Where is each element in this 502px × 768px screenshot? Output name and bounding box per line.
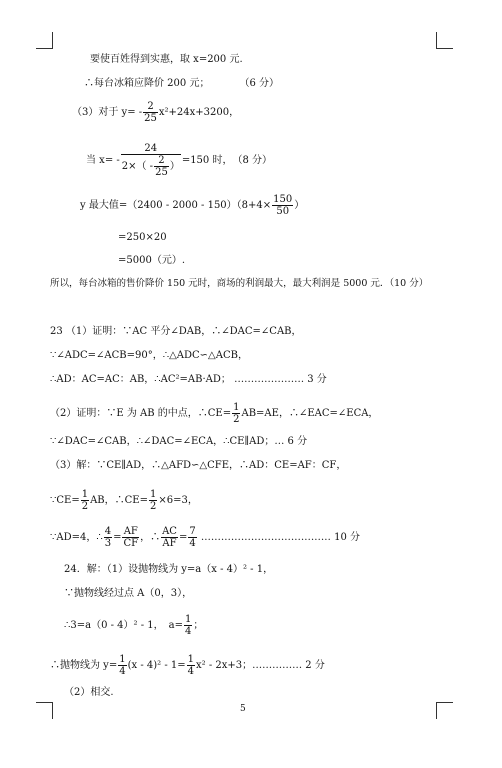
text-segment: (x - 4)² - 1=	[127, 660, 186, 671]
line-12	[50, 402, 378, 425]
fraction	[122, 526, 139, 549]
line-10: ∵∠ADC=∠ACB=90°，∴△ADC∽△ACB，	[50, 350, 248, 361]
crop-mark-top-left	[36, 32, 53, 49]
fraction	[161, 526, 178, 549]
text-segment: y 最大值=（2400 - 2000 - 150）（8+4×	[80, 200, 272, 211]
text-segment: ；	[193, 620, 204, 631]
numerator: 1	[187, 654, 194, 665]
text-segment: x²+24x+3200，	[158, 107, 240, 118]
line-3	[72, 101, 239, 124]
numerator: AC	[162, 526, 177, 537]
denominator: 25	[144, 113, 157, 124]
numerator: 1	[233, 402, 240, 413]
denominator: 3	[104, 538, 112, 549]
line-2: ∴每台冰箱应降价 200 元； （6 分）	[84, 78, 279, 89]
fraction	[154, 155, 169, 178]
line-20	[50, 654, 325, 677]
text-segment: ×6=3，	[158, 495, 198, 506]
text-segment: （2）证明：∵E 为 AB 的中点，∴CE=	[50, 408, 232, 419]
crop-mark-top-right	[436, 32, 453, 49]
text-segment: =150 时， （8 分）	[181, 155, 272, 166]
text-segment: 当 x= -	[86, 155, 120, 166]
line-17: 24．解：（1）设抛物线为 y=a（x - 4）² - 1，	[64, 564, 274, 575]
denominator: 4	[119, 666, 126, 677]
line-5	[80, 194, 304, 217]
denominator: AF	[162, 538, 177, 549]
fraction	[104, 526, 112, 549]
fraction	[272, 194, 293, 217]
fraction	[187, 654, 195, 677]
numerator: AF	[123, 526, 138, 537]
crop-mark-bottom-left	[36, 702, 53, 719]
text-segment: AB，∴CE=	[90, 495, 148, 506]
line-19	[64, 614, 203, 637]
line-9: 23 （1）证明：∵AC 平分∠DAB，∴∠DAC=∠CAB，	[50, 326, 302, 337]
fraction	[121, 143, 181, 178]
fraction	[143, 101, 158, 124]
denominator: 2	[233, 414, 240, 425]
numerator: 2	[143, 101, 158, 113]
page-number: 5	[240, 704, 246, 714]
text-segment: ………………………………… 10 分	[197, 532, 360, 543]
numerator: 1	[184, 614, 192, 625]
crop-mark-bottom-right	[436, 702, 453, 719]
text-segment: ，∴	[140, 532, 161, 543]
denominator: 4	[189, 538, 196, 549]
line-8: 所以，每台冰箱的售价降价 150 元时，商场的利润最大，最大利润是 5000 元．（10 分）	[50, 278, 429, 289]
denominator: 25	[155, 167, 168, 178]
numerator: 150	[273, 194, 293, 205]
line-1: 要使百姓得到实惠，取 x=200 元.	[90, 54, 243, 65]
text-segment: ∵CE=	[50, 495, 80, 506]
line-7: =5000（元）.	[118, 255, 186, 266]
fraction	[81, 489, 89, 512]
denominator: 4	[184, 626, 192, 637]
text-segment: x² - 2x+3；…………… 2 分	[196, 660, 325, 671]
text-segment: AB=AE，∴∠EAC=∠ECA，	[241, 408, 379, 419]
numerator: 7	[189, 526, 196, 537]
denominator: 4	[187, 666, 194, 677]
line-13: ∵∠DAC=∠CAB，∴∠DAC=∠ECA，∴CE∥AD；… 6 分	[50, 436, 308, 447]
fraction	[232, 402, 240, 425]
numerator: 4	[104, 526, 112, 537]
denominator: CF	[123, 538, 139, 549]
text-segment: =	[113, 532, 122, 543]
fraction	[149, 489, 157, 512]
text-segment: ）	[169, 161, 180, 172]
denominator: 50	[276, 206, 290, 217]
line-11: ∴AD：AC=AC：AB，∴AC²=AB·AD； ………………… 3 分	[50, 374, 327, 385]
fraction	[184, 614, 192, 637]
text-segment: ∴抛物线为 y=	[50, 660, 118, 671]
text-segment: ∴3=a（0 - 4）² - 1， a=	[64, 620, 183, 631]
numerator: 1	[119, 654, 126, 665]
text-segment: 2×（ -	[121, 161, 154, 172]
denominator: 2	[81, 501, 89, 512]
numerator: 2	[154, 155, 169, 167]
line-16	[50, 526, 360, 549]
fraction	[188, 526, 196, 549]
text-segment: =	[178, 532, 188, 543]
text-segment: （3）对于 y= -	[72, 107, 143, 118]
line-21: （2）相交.	[64, 687, 114, 698]
line-15	[50, 489, 198, 512]
fraction	[118, 654, 126, 677]
denominator	[121, 155, 181, 178]
denominator: 2	[149, 501, 157, 512]
line-14: （3）解：∵CE∥AD，∴△AFD∽△CFE，∴AD：CE=AF：CF，	[50, 460, 347, 471]
text-segment: ∵AD=4，∴	[50, 532, 103, 543]
line-18: ∵抛物线经过点 A（0，3），	[64, 588, 193, 599]
line-6: =250×20	[118, 232, 167, 243]
line-4	[86, 143, 272, 178]
numerator: 24	[121, 143, 181, 155]
numerator: 1	[81, 489, 89, 500]
numerator: 1	[149, 489, 157, 500]
text-segment: ）	[294, 200, 305, 211]
